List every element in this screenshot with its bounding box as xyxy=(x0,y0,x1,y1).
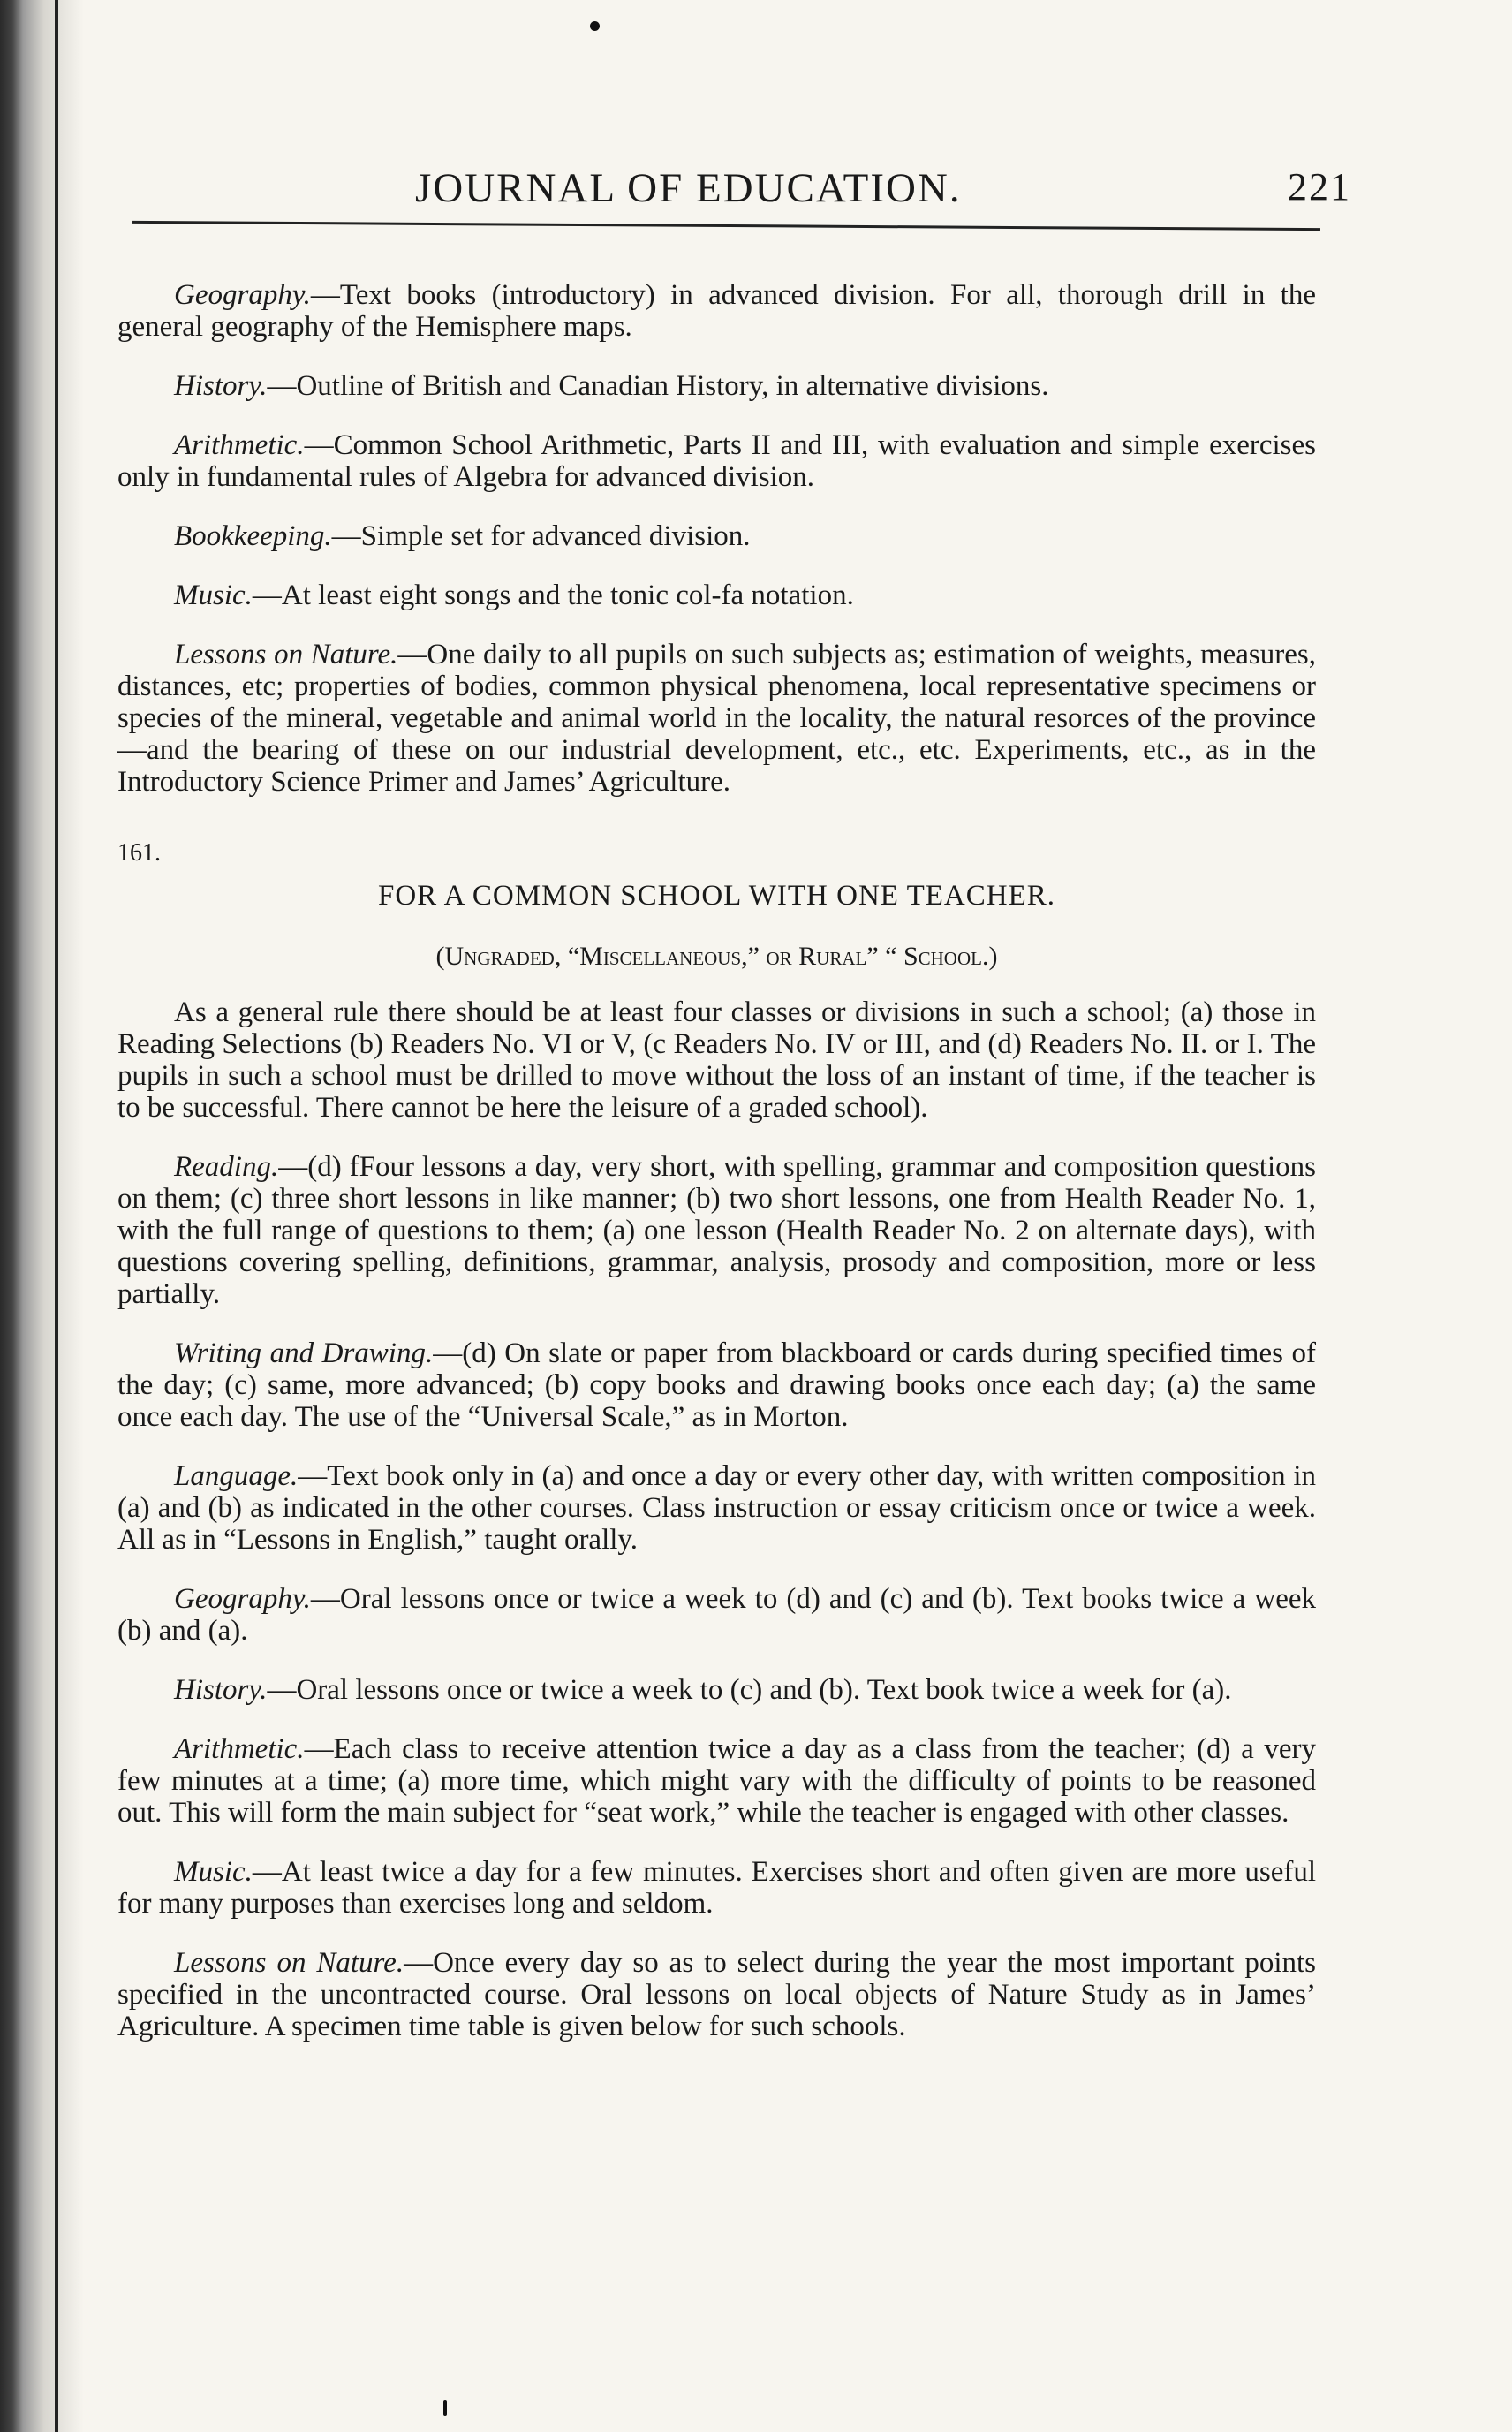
paragraph-label: Reading. xyxy=(174,1151,279,1183)
paragraph-text: —Oral lessons once or twice a week to (d) and (c) and (b). Text books twice a week (b) and (a). xyxy=(117,1583,1316,1647)
paragraph-label: Arithmetic. xyxy=(174,429,305,461)
section-heading: FOR A COMMON SCHOOL WITH ONE TEACHER. xyxy=(377,880,1056,912)
paragraph-label: Music. xyxy=(174,1856,253,1888)
paragraph-text: —(d) On slate or paper from blackboard or cards during specified times of the day; (c) same, more advanced; (b) copy books and drawing books once each day; (a) the same once each day. The use of the “Universal Scale,” as in Morton. xyxy=(117,1337,1317,1433)
paragraph xyxy=(117,1856,1316,1920)
paragraph-text: —Oral lessons once or twice a week to (c) and (b). Text book twice a week for (a). xyxy=(267,1674,1232,1706)
section-number: 161. xyxy=(117,839,161,867)
paragraph-label: History. xyxy=(174,370,268,402)
paragraph xyxy=(117,429,1316,493)
paragraph-text: —Each class to receive attention twice a day as a class from the teacher; (d) a very few minutes at a time; (a) more time, which might vary with the difficulty of points to be reasoned out. This will form the main subject for “seat work,” while the teacher is engaged with other classes. xyxy=(117,1733,1316,1829)
paragraph xyxy=(117,1733,1316,1829)
paragraph-label: Language. xyxy=(174,1460,299,1492)
paragraph xyxy=(117,1947,1316,2042)
paragraph-label: Geography. xyxy=(174,279,311,311)
paragraph-label: Geography. xyxy=(174,1583,311,1615)
paragraph-text: —One daily to all pupils on such subjects as; estimation of weights, measures, distances, etc; properties of bodies, common physical phenomena, local representative specimens or species of the mineral, vegetable and animal world in the locality, the natural resorces of the province—and the bearing of these on our industrial development, etc., etc. Experiments, etc., as in the Introductory Science Primer and James’ Agriculture. xyxy=(117,639,1316,798)
paragraph-text: —At least eight songs and the tonic col-fa notation. xyxy=(252,580,854,611)
ink-speck xyxy=(590,21,600,31)
paragraph-text: —Text books (introductory) in advanced division. For all, thorough drill in the general geography of the Hemisphere maps. xyxy=(117,279,1316,343)
lower-section xyxy=(117,996,1316,2042)
running-header xyxy=(380,164,1351,217)
paragraph-label: Bookkeeping. xyxy=(174,520,332,552)
ink-speck xyxy=(443,2400,447,2416)
paragraph-text: —Common School Arithmetic, Parts II and III, with evaluation and simple exercises only in fundamental rules of Algebra for advanced division. xyxy=(117,429,1316,493)
page-binding-shadow xyxy=(0,0,84,2432)
paragraph xyxy=(117,1460,1316,1556)
paragraph xyxy=(117,370,1316,402)
section-subheading: (Ungraded, “Miscellaneous,” or Rural” “ School.) xyxy=(435,942,998,971)
page-number: 221 xyxy=(1288,165,1351,208)
paragraph-text: As a general rule there should be at least four classes or divisions in such a school; (a) those in Reading Selections (b) Readers No. VI or V, (c Readers No. IV or III, and (d) Readers No. II. or I. The pupils in such a school must be drilled to move without the loss of an instant of time, if the teacher is to be successful. There cannot be here the leisure of a graded school). xyxy=(117,996,1316,1124)
paragraph-text: —(d) fFour lessons a day, very short, with spelling, grammar and composition questions on them; (c) three short lessons in like manner; (b) two short lessons, one from Health Reader No. 1, with the full range of questions to them; (a) one lesson (Health Reader No. 2 on alternate days), with questions covering spelling, definitions, grammar, analysis, prosody and composition, more or less partially. xyxy=(117,1151,1316,1310)
header-rule xyxy=(132,221,1320,231)
paragraph xyxy=(117,279,1316,343)
binding-edge-line xyxy=(55,0,58,2432)
paragraph-text: —Outline of British and Canadian History, in alternative divisions. xyxy=(267,370,1049,402)
paragraph xyxy=(117,639,1316,798)
paragraph-text: —At least twice a day for a few minutes. Exercises short and often given are more useful for many purposes than exercises long and seldom. xyxy=(117,1856,1316,1920)
paragraph xyxy=(117,520,1316,552)
paragraph-label: History. xyxy=(174,1674,268,1706)
paragraph-text: —Text book only in (a) and once a day or every other day, with written composition in (a) and (b) as indicated in the other courses. Class instruction or essay criticism once or twice a week. All as in “Lessons in English,” taught orally. xyxy=(117,1460,1316,1556)
paragraph-label: Music. xyxy=(174,580,253,611)
paragraph-text: —Simple set for advanced division. xyxy=(331,520,751,552)
paragraph xyxy=(117,1674,1316,1706)
paragraph-label: Lessons on Nature. xyxy=(174,1947,404,1979)
paragraph xyxy=(117,1151,1316,1310)
paragraph-label: Lessons on Nature. xyxy=(174,639,398,671)
paragraph-text: —Once every day so as to select during the year the most important points specified in the uncontracted course. Oral lessons on local objects of Nature Study as in James’ Agriculture. A specimen time table is given below for such schools. xyxy=(117,1947,1316,2042)
paragraph-label: Writing and Drawing. xyxy=(174,1337,434,1369)
upper-section xyxy=(117,279,1316,798)
journal-title: JOURNAL OF EDUCATION. xyxy=(415,165,962,211)
paragraph xyxy=(117,996,1316,1124)
paragraph xyxy=(117,1583,1316,1647)
paragraph xyxy=(117,580,1316,611)
paragraph-label: Arithmetic. xyxy=(174,1733,305,1765)
paragraph xyxy=(117,1337,1316,1433)
